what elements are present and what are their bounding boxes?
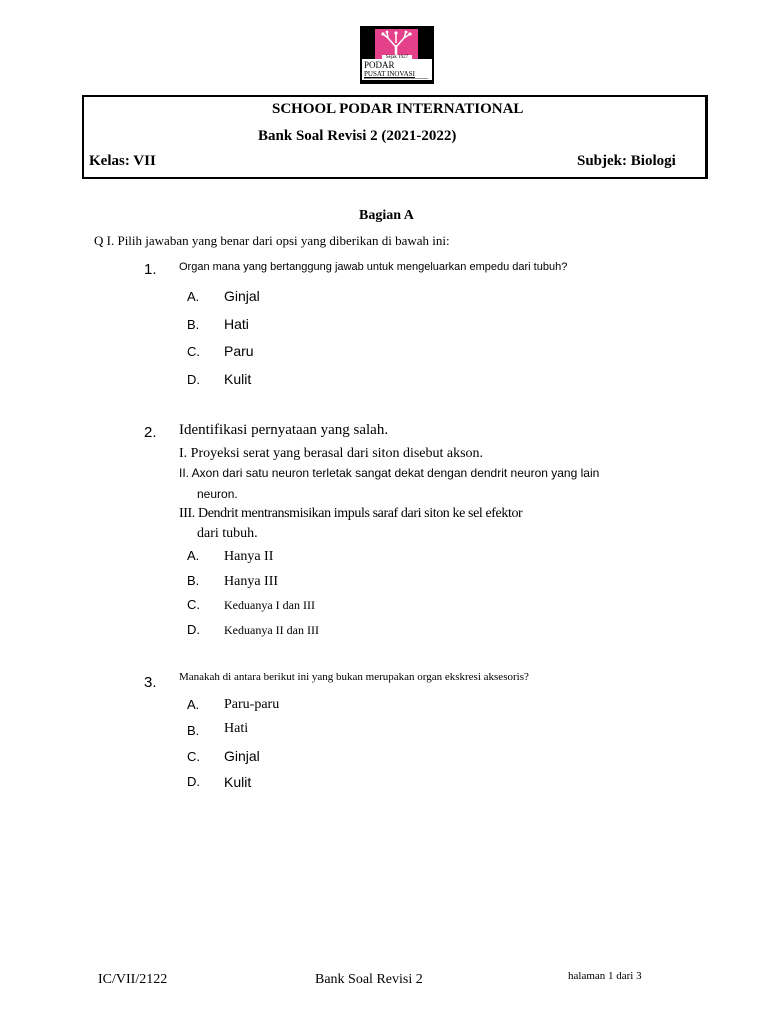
statement-3: III. Dendrit mentransmisikan impuls saraf dari siton ke sel efektor	[179, 506, 523, 521]
statement-2: II. Axon dari satu neuron terletak sangat dekat dengan dendrit neuron yang lain	[179, 466, 600, 480]
logo-tagline-line	[364, 78, 428, 79]
question-number: 2.	[144, 424, 157, 441]
option-text: Paru-paru	[224, 697, 280, 712]
question-text: Manakah di antara berikut ini yang bukan merupakan organ ekskresi aksesoris?	[179, 671, 529, 683]
option-letter: D.	[187, 774, 200, 789]
option-text: Ginjal	[224, 288, 260, 304]
option-text: Keduanya I dan III	[224, 598, 315, 612]
school-name: SCHOOL PODAR INTERNATIONAL	[272, 101, 524, 117]
bank-title: Bank Soal Revisi 2 (2021-2022)	[258, 128, 457, 144]
option-letter: B.	[187, 317, 200, 332]
option-text: Ginjal	[224, 748, 260, 764]
option-text: Hati	[224, 721, 249, 736]
logo-since-text: Sejak 1927	[382, 55, 412, 60]
option-letter: C.	[187, 749, 200, 764]
option-letter: A.	[187, 289, 200, 304]
option-letter: D.	[187, 622, 200, 637]
statement-3-continued: dari tubuh.	[197, 526, 258, 541]
footer-title: Bank Soal Revisi 2	[315, 972, 423, 987]
option-text: Kulit	[224, 774, 252, 790]
option-text: Hati	[224, 316, 249, 332]
footer-code: IC/VII/2122	[98, 972, 168, 987]
subject-label: Subjek: Biologi	[577, 153, 676, 169]
question-text: Identifikasi pernyataan yang salah.	[179, 422, 389, 438]
class-label: Kelas: VII	[89, 153, 156, 169]
option-letter: D.	[187, 372, 200, 387]
page-number: halaman 1 dari 3	[568, 970, 642, 982]
question-number: 1.	[144, 261, 157, 278]
statement-2-continued: neuron.	[197, 487, 238, 501]
logo-name: PODAR	[364, 60, 395, 70]
option-text: Kulit	[224, 371, 252, 387]
option-letter: C.	[187, 344, 200, 359]
option-letter: B.	[187, 573, 200, 588]
option-text: Paru	[224, 343, 254, 359]
option-letter: A.	[187, 697, 200, 712]
option-text: Hanya III	[224, 574, 279, 589]
option-letter: A.	[187, 548, 200, 563]
option-letter: B.	[187, 723, 200, 738]
instruction: Q I. Pilih jawaban yang benar dari opsi yang diberikan di bawah ini:	[94, 233, 450, 248]
question-text: Organ mana yang bertanggung jawab untuk mengeluarkan empedu dari tubuh?	[179, 261, 568, 273]
podar-logo	[360, 26, 434, 84]
option-text: Hanya II	[224, 549, 274, 564]
option-text: Keduanya II dan III	[224, 623, 319, 637]
statement-1: I. Proyeksi serat yang berasal dari siton disebut akson.	[179, 446, 484, 461]
option-letter: C.	[187, 597, 200, 612]
logo-subtitle: PUSAT INOVASI	[364, 70, 415, 78]
section-title: Bagian A	[359, 208, 414, 223]
question-number: 3.	[144, 674, 157, 691]
